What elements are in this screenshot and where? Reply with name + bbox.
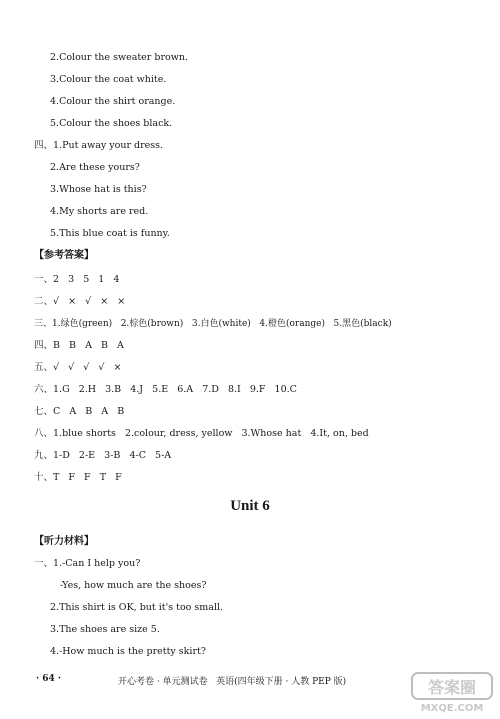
answer-line: 五、√ √ √ √ × — [34, 362, 122, 373]
text-line: 3.Colour the coat white. — [50, 74, 167, 85]
answer-line: 十、T F F T F — [34, 472, 122, 483]
text-line: 5.Colour the shoes black. — [50, 118, 173, 129]
answers-heading: 【参考答案】 — [34, 250, 94, 261]
listening-line: 4.-How much is the pretty skirt? — [50, 646, 206, 657]
text-line: 2.Are these yours? — [50, 162, 140, 173]
answer-line: 九、1-D 2-E 3-B 4-C 5-A — [34, 450, 172, 461]
text-line: 3.Whose hat is this? — [50, 184, 147, 195]
listening-line: -Yes, how much are the shoes? — [60, 580, 207, 591]
unit-title: Unit 6 — [230, 498, 270, 514]
answer-line: 四、B B A B A — [34, 340, 124, 351]
listening-line: 3.The shoes are size 5. — [50, 624, 160, 635]
answer-line: 二、√ × √ × × — [34, 296, 126, 307]
footer-title: 开心考卷 · 单元测试卷 英语(四年级下册 · 人教 PEP 版) — [118, 677, 347, 687]
page-number: · 64 · — [36, 674, 62, 684]
watermark-logo — [410, 671, 494, 715]
answer-line: 六、1.G 2.H 3.B 4.J 5.E 6.A 7.D 8.I 9.F 10.C — [34, 384, 297, 395]
watermark-text: 答案圈 — [427, 678, 477, 697]
answer-line: 三、1.绿色(green) 2.棕色(brown) 3.白色(white) 4.橙色(orange) 5.黑色(black) — [34, 319, 392, 329]
answer-line: 七、C A B A B — [34, 406, 125, 417]
answer-line: 八、1.blue shorts 2.colour, dress, yellow 3.Whose hat 4.It, on, bed — [34, 428, 369, 439]
listening-line: 一、1.-Can I help you? — [34, 558, 141, 569]
text-line: 四、1.Put away your dress. — [34, 140, 164, 151]
answer-line: 一、2 3 5 1 4 — [34, 274, 120, 285]
listening-line: 2.This shirt is OK, but it's too small. — [50, 602, 224, 613]
watermark-logo-icon — [410, 671, 494, 715]
text-line: 4.Colour the shirt orange. — [50, 96, 176, 107]
watermark-url: MXQE.COM — [420, 703, 484, 714]
listening-heading: 【听力材料】 — [34, 536, 94, 547]
text-line: 2.Colour the sweater brown. — [50, 52, 188, 63]
text-line: 5.This blue coat is funny. — [50, 228, 170, 239]
text-line: 4.My shorts are red. — [50, 206, 149, 217]
